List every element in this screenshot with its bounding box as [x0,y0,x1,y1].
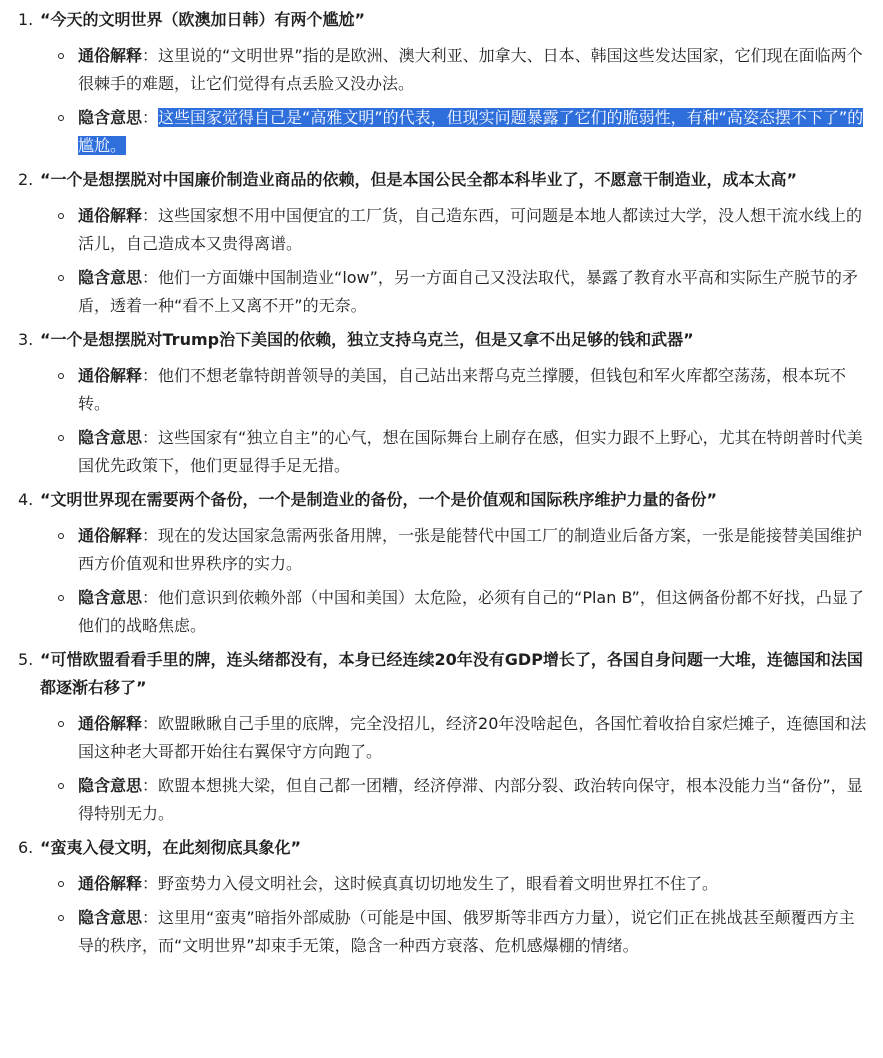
hidden-label: 隐含意思 [78,908,143,927]
plain-label: 通俗解释 [78,874,143,893]
colon: ： [142,46,159,65]
colon: ： [142,428,159,447]
hidden-label: 隐含意思 [78,268,143,287]
colon: ： [142,714,159,733]
sub-item-plain [78,362,869,418]
item-number: 5. [18,650,34,669]
colon: ： [142,908,159,927]
sub-item-plain [78,522,869,578]
plain-text: 现在的发达国家急需两张备用牌，一张是能替代中国工厂的制造业后备方案，一张是能接替美国维护西方价值观和世界秩序的实力。 [78,526,863,573]
item-number: 6. [18,838,34,857]
colon: ： [142,268,159,287]
sub-list [40,710,869,828]
sub-list [40,362,869,480]
item-number: 1. [18,10,34,29]
plain-label: 通俗解释 [78,46,143,65]
list-item [18,326,869,480]
item-number: 2. [18,170,34,189]
plain-text: 欧盟瞅瞅自己手里的底牌，完全没招儿，经济20年没啥起色，各国忙着收拾自家烂摊子，连德国和法国这种老大哥都开始往右翼保守方向跑了。 [78,714,867,761]
plain-text: 这些国家想不用中国便宜的工厂货，自己造东西，可问题是本地人都读过大学，没人想干流水线上的活儿，自己造成本又贵得离谱。 [78,206,863,253]
selected-text[interactable]: 这些国家觉得自己是“高雅文明”的代表，但现实问题暴露了它们的脆弱性，有种“高姿态摆不下了”的尴尬。 [78,108,864,155]
item-heading: “今天的文明世界（欧澳加日韩）有两个尴尬” [40,10,366,29]
sub-item-hidden [78,104,869,160]
hidden-label: 隐含意思 [78,588,143,607]
colon: ： [142,526,159,545]
item-heading: “可惜欧盟看看手里的牌，连头绪都没有，本身已经连续20年没有GDP增长了，各国自身问题一大堆，连德国和法国都逐渐右移了” [40,650,863,697]
sub-item-hidden [78,264,869,320]
sub-item-plain [78,42,869,98]
colon: ： [142,588,159,607]
plain-label: 通俗解释 [78,206,143,225]
sub-list [40,202,869,320]
item-heading: “一个是想摆脱对Trump治下美国的依赖，独立支持乌克兰，但是又拿不出足够的钱和武器” [40,330,694,349]
sub-item-plain [78,870,869,898]
list-item [18,834,869,960]
sub-item-hidden [78,584,869,640]
sub-item-hidden [78,904,869,960]
plain-text: 野蛮势力入侵文明社会，这时候真真切切地发生了，眼看着文明世界扛不住了。 [158,874,719,893]
sub-item-hidden [78,424,869,480]
item-number: 4. [18,490,34,509]
list-item [18,166,869,320]
colon: ： [142,108,159,127]
hidden-text: 这里用“蛮夷”暗指外部威胁（可能是中国、俄罗斯等非西方力量），说它们正在挑战甚至颠覆西方主导的秩序，而“文明世界”却束手无策，隐含一种西方衰落、危机感爆棚的情绪。 [78,908,855,955]
sub-list [40,870,869,960]
item-heading: “一个是想摆脱对中国廉价制造业商品的依赖，但是本国公民全都本科毕业了，不愿意干制造业，成本太高” [40,170,798,189]
plain-label: 通俗解释 [78,714,143,733]
hidden-label: 隐含意思 [78,776,143,795]
colon: ： [142,366,159,385]
plain-text: 这里说的“文明世界”指的是欧洲、澳大利亚、加拿大、日本、韩国这些发达国家，它们现在面临两个很棘手的难题，让它们觉得有点丢脸又没办法。 [78,46,863,93]
hidden-label: 隐含意思 [78,108,143,127]
plain-text: 他们不想老靠特朗普领导的美国，自己站出来帮乌克兰撑腰，但钱包和军火库都空荡荡，根本玩不转。 [78,366,847,413]
hidden-text: 这些国家有“独立自主”的心气，想在国际舞台上刷存在感，但实力跟不上野心，尤其在特朗普时代美国优先政策下，他们更显得手足无措。 [78,428,863,475]
list-item [18,486,869,640]
item-heading: “蛮夷入侵文明，在此刻彻底具象化” [40,838,302,857]
hidden-text: 欧盟本想挑大梁，但自己都一团糟，经济停滞、内部分裂、政治转向保守，根本没能力当“备份”，显得特别无力。 [78,776,863,823]
colon: ： [142,874,159,893]
sub-list [40,42,869,160]
sub-item-plain [78,202,869,258]
numbered-list [18,6,869,960]
item-heading: “文明世界现在需要两个备份，一个是制造业的备份，一个是价值观和国际秩序维护力量的备份” [40,490,718,509]
sub-item-hidden [78,772,869,828]
sub-item-plain [78,710,869,766]
item-number: 3. [18,330,34,349]
plain-label: 通俗解释 [78,366,143,385]
hidden-text: 他们一方面嫌中国制造业“low”，另一方面自己又没法取代，暴露了教育水平高和实际生产脱节的矛盾，透着一种“看不上又离不开”的无奈。 [78,268,858,315]
list-item [18,646,869,828]
colon: ： [142,776,159,795]
colon: ： [142,206,159,225]
list-item [18,6,869,160]
hidden-text: 他们意识到依赖外部（中国和美国）太危险，必须有自己的“Plan B”，但这俩备份都不好找，凸显了他们的战略焦虑。 [78,588,864,635]
sub-list [40,522,869,640]
plain-label: 通俗解释 [78,526,143,545]
hidden-label: 隐含意思 [78,428,143,447]
